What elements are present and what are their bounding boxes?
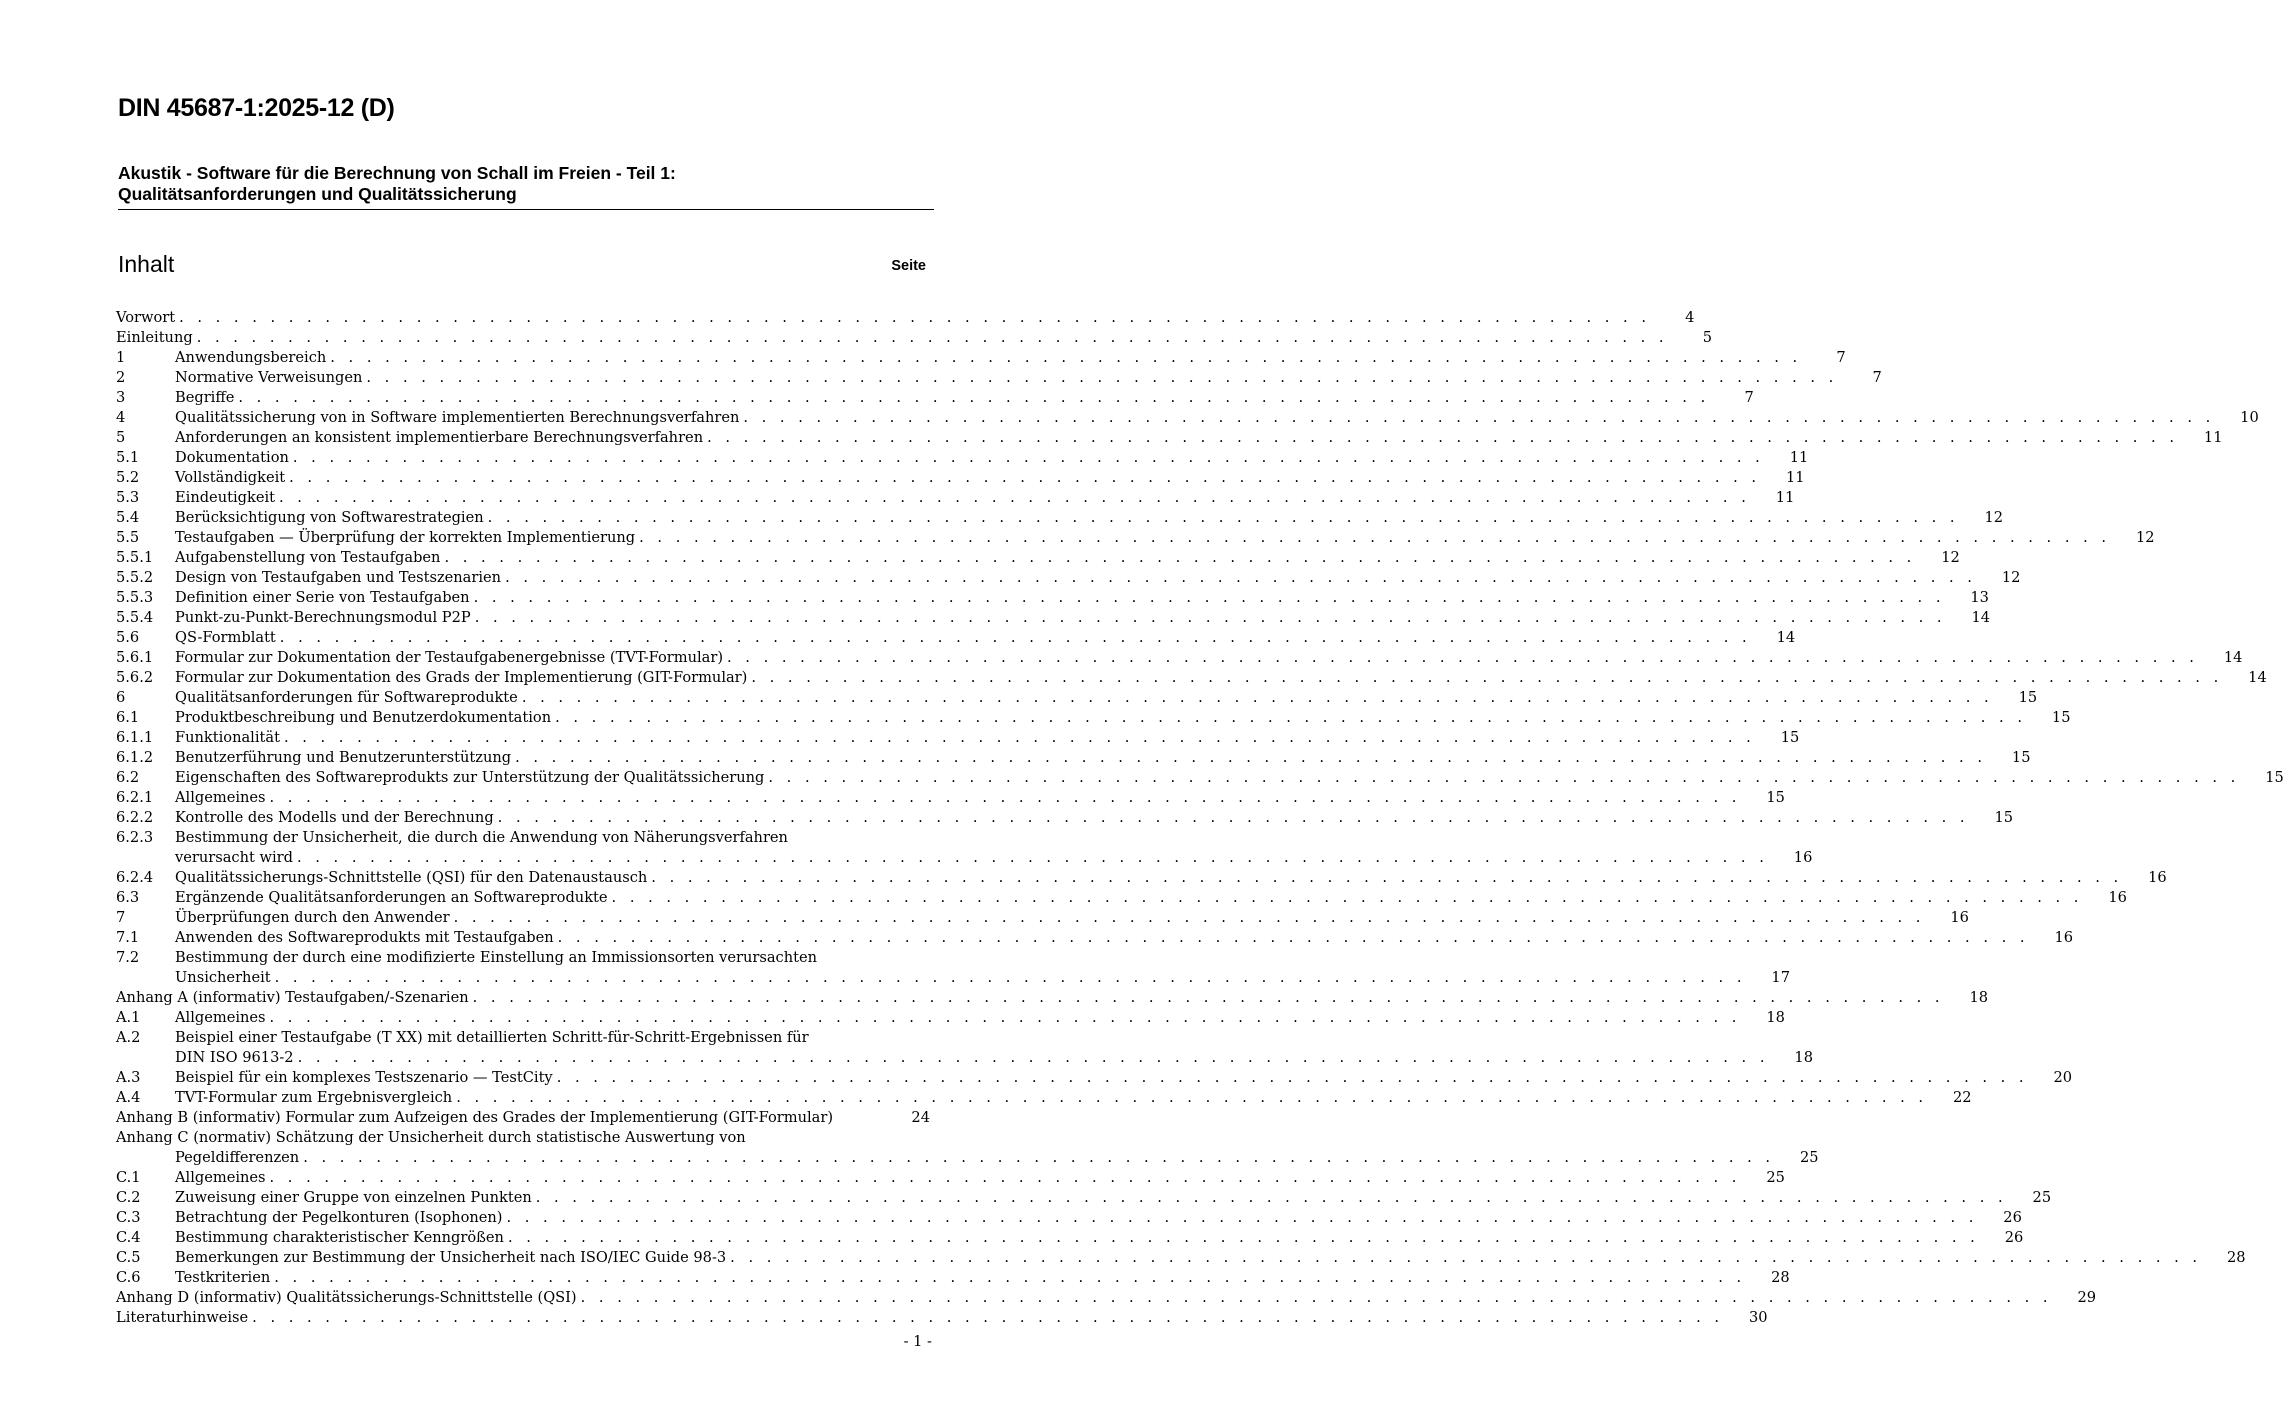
toc-leader-dots: . . . . . . . . . . . . . . . . . . . . . . . . . . . . . . . . . . . . . . . . . . . . . . . . . . . . . . . . . . . . . . . . . . . . . . . . . . . . . . . . . xyxy=(506,1209,1978,1226)
toc-entry-title: Allgemeines xyxy=(175,1169,266,1186)
toc-entry[interactable] xyxy=(116,1028,930,1048)
toc-entry-page: 7 xyxy=(1872,369,1882,386)
toc-leader-dots: . . . . . . . . . . . . . . . . . . . . . . . . . . . . . . . . . . . . . . . . . . . . . . . . . . . . . . . . . . . . . . . . . . . . . . . . . . . . . . . . . xyxy=(487,509,1960,526)
toc-entry-title: Anwendungsbereich xyxy=(175,349,327,366)
toc-leader-dots: . . . . . . . . . . . . . . . . . . . . . . . . . . . . . . . . . . . . . . . . . . . . . . . . . . . . . . . . . . . . . . . . . . . . . . . . . . . . . . . . . xyxy=(179,309,1651,326)
toc-entry[interactable] xyxy=(116,1308,1768,1328)
toc-entry[interactable] xyxy=(116,328,1713,348)
toc-entry-title: Unsicherheit xyxy=(175,969,271,986)
toc-entry[interactable] xyxy=(116,1148,1819,1168)
toc-entry-title: Qualitätssicherungs-Schnittstelle (QSI) für den Datenaustausch xyxy=(175,869,648,886)
title-underline xyxy=(118,209,934,210)
toc-entry-number: A.2 xyxy=(116,1029,141,1046)
toc-leader-dots: . . . . . . . . . . . . . . . . . . . . . . . . . . . . . . . . . . . . . . . . . . . . . . . . . . . . . . . . . . . . . . . . . . . . . . . . . . . . . . . . . xyxy=(196,329,1669,346)
toc-entry[interactable] xyxy=(116,448,1809,468)
toc-entry[interactable] xyxy=(116,848,1813,868)
toc-entry[interactable] xyxy=(116,908,1969,928)
toc-entry[interactable] xyxy=(116,828,930,848)
toc-entry-title: Anhang C (normativ) Schätzung der Unsicherheit durch statistische Auswertung von xyxy=(116,1129,746,1146)
toc-entry-title: QS-Formblatt xyxy=(175,629,276,646)
toc-entry[interactable] xyxy=(116,368,1882,388)
toc-entry-page: 20 xyxy=(2053,1069,2073,1086)
toc-entry-title: Pegeldifferenzen xyxy=(175,1149,300,1166)
toc-entry-page: 15 xyxy=(2018,689,2038,706)
toc-leader-dots: . . . . . . . . . . . . . . . . . . . . . . . . . . . . . . . . . . . . . . . . . . . . . . . . . . . . . . . . . . . . . . . . . . . . . . . . . . . . . . . . . xyxy=(269,1169,1741,1186)
toc-entry-title: Qualitätssicherung von in Software implementierten Berechnungsverfahren xyxy=(175,409,740,426)
toc-entry-page: 18 xyxy=(1794,1049,1813,1066)
toc-entry-title: verursacht wird xyxy=(175,849,293,866)
toc-entry-number: 6.1.2 xyxy=(116,749,154,766)
toc-entry-number: 7 xyxy=(116,909,126,926)
toc-entry[interactable] xyxy=(116,488,1795,508)
toc-leader-dots: . . . . . . . . . . . . . . . . . . . . . . . . . . . . . . . . . . . . . . . . . . . . . . . . . . . . . . . . . . . . . . . . . . . . . . . . . . . . . . . . . xyxy=(269,1009,1741,1026)
toc-entry-title: Überprüfungen durch den Anwender xyxy=(175,909,450,926)
toc-leader-dots: . . . . . . . . . . . . . . . . . . . . . . . . . . . . . . . . . . . . . . . . . . . . . . . . . . . . . . . . . . . . . . . . . . . . . . . . . . . . . . . . . xyxy=(279,629,1752,646)
toc-entry[interactable] xyxy=(116,1068,2073,1088)
toc-entry-number: 6.2 xyxy=(116,769,140,786)
toc-entry[interactable] xyxy=(116,788,1785,808)
toc-entry-page: 28 xyxy=(2226,1249,2246,1266)
toc-leader-dots: . . . . . . . . . . . . . . . . . . . . . . . . . . . . . . . . . . . . . . . . . . . . . . . . . . . . . . . . . . . . . . . . . . . . . . . . . . . . . . . . . xyxy=(444,549,1916,566)
toc-entry[interactable] xyxy=(116,548,1960,568)
toc-entry[interactable] xyxy=(116,1108,930,1128)
toc-leader-dots: . . . . . . . . . . . . . . . . . . . . . . . . . . . . . . . . . . . . . . . . . . . . . . . . . . . . . . . . . . . . . . . . . . . . . . . . . . . . . . . . . xyxy=(297,1049,1769,1066)
toc-entry-page: 5 xyxy=(1702,329,1713,346)
toc-entry[interactable] xyxy=(116,608,1991,628)
toc-entry-page: 16 xyxy=(2148,869,2167,886)
toc-entry-page: 13 xyxy=(1970,589,1989,606)
toc-entry-page: 16 xyxy=(2054,929,2074,946)
toc-entry-page: 11 xyxy=(1785,469,1805,486)
toc-entry-number: 5.6.2 xyxy=(116,669,154,686)
toc-entry-page: 22 xyxy=(1952,1089,1972,1106)
toc-entry-page: 24 xyxy=(911,1109,930,1126)
toc-entry[interactable] xyxy=(116,1128,930,1148)
toc-entry-number: 5.5.2 xyxy=(116,569,154,586)
toc-leader-dots: . . . . . . . . . . . . . . . . . . . . . . . . . . . . . . . . . . . . . . . . . . . . . . . . . . . . . . . . . . . . . . . . . . . . . . . . . . . . . . . . . xyxy=(296,849,1769,866)
toc-entry-page: 14 xyxy=(2223,649,2243,666)
toc-entry[interactable] xyxy=(116,388,1754,408)
toc-entry-number: C.1 xyxy=(116,1169,141,1186)
toc-entry-page: 15 xyxy=(1766,789,1785,806)
toc-entry-number: A.4 xyxy=(116,1089,141,1106)
toc-entry[interactable] xyxy=(116,1188,2052,1208)
toc-leader-dots: . . . . . . . . . . . . . . . . . . . . . . . . . . . . . . . . . . . . . . . . . . . . . . . . . . . . . . . . . . . . . . . . . . . . . . . . . . . . . . . . . xyxy=(727,649,2199,666)
toc-entry[interactable] xyxy=(116,588,1989,608)
toc-leader-dots: . . . . . . . . . . . . . . . . . . . . . . . . . . . . . . . . . . . . . . . . . . . . . . . . . . . . . . . . . . . . . . . . . . . . . . . . . . . . . . . . . xyxy=(743,409,2215,426)
toc-entry-number: 4 xyxy=(116,409,126,426)
toc-entry-title: Funktionalität xyxy=(175,729,280,746)
toc-leader-dots: . . . . . . . . . . . . . . . . . . . . . . . . . . . . . . . . . . . . . . . . . . . . . . . . . . . . . . . . . . . . . . . . . . . . . . . . . . . . . . . . . xyxy=(252,1309,1724,1326)
toc-entry-page: 7 xyxy=(1744,389,1754,406)
toc-leader-dots: . . . . . . . . . . . . . . . . . . . . . . . . . . . . . . . . . . . . . . . . . . . . . . . . . . . . . . . . . . . . . . . . . . . . . . . . . . . . . . . . . xyxy=(269,789,1741,806)
toc-entry-number: 5.1 xyxy=(116,449,140,466)
toc-entry-title: Aufgabenstellung von Testaufgaben xyxy=(175,549,441,566)
toc-leader-dots: . . . . . . . . . . . . . . . . . . . . . . . . . . . . . . . . . . . . . . . . . . . . . . . . . . . . . . . . . . . . . . . . . . . . . . . . . . . . . . . . . xyxy=(707,429,2179,446)
toc-entry-page: 26 xyxy=(2004,1229,2024,1246)
toc-leader-dots: . . . . . . . . . . . . . . . . . . . . . . . . . . . . . . . . . . . . . . . . . . . . . . . . . . . . . . . . . . . . . . . . . . . . . . . . . . . . . . . . . xyxy=(535,1189,2008,1206)
toc-entry-title: Definition einer Serie von Testaufgaben xyxy=(175,589,470,606)
toc-heading: Inhalt xyxy=(118,251,175,277)
toc-entry-number: C.3 xyxy=(116,1209,141,1226)
toc-entry[interactable] xyxy=(116,1088,1972,1108)
toc-entry-title: Benutzerführung und Benutzerunterstützung xyxy=(175,749,512,766)
toc-entry-page: 14 xyxy=(1776,629,1796,646)
toc-entry-title: Betrachtung der Pegelkonturen (Isophonen) xyxy=(175,1209,503,1226)
toc-entry[interactable] xyxy=(116,628,1796,648)
table-of-contents xyxy=(116,308,2284,1328)
toc-entry[interactable] xyxy=(116,1048,1813,1068)
toc-leader-dots: . . . . . . . . . . . . . . . . . . . . . . . . . . . . . . . . . . . . . . . . . . . . . . . . . . . . . . . . . . . . . . . . . . . . . . . . . . . . . . . . . xyxy=(366,369,1838,386)
toc-leader-dots: . . . . . . . . . . . . . . . . . . . . . . . . . . . . . . . . . . . . . . . . . . . . . . . . . . . . . . . . . . . . . . . . . . . . . . . . . . . . . . . . . xyxy=(555,709,2027,726)
toc-entry-number: 5.4 xyxy=(116,509,140,526)
toc-entry[interactable] xyxy=(116,1208,2022,1228)
toc-leader-dots: . . . . . . . . . . . . . . . . . . . . . . . . . . . . . . . . . . . . . . . . . . . . . . . . . . . . . . . . . . . . . . . . . . . . . . . . . . . . . . . . . xyxy=(639,529,2111,546)
toc-entry[interactable] xyxy=(116,1268,1790,1288)
toc-entry[interactable] xyxy=(116,308,1695,328)
toc-leader-dots: . . . . . . . . . . . . . . . . . . . . . . . . . . . . . . . . . . . . . . . . . . . . . . . . . . . . . . . . . . . . . . . . . . . . . . . . . . . . . . . . . xyxy=(580,1289,2053,1306)
toc-entry[interactable] xyxy=(116,1228,2024,1248)
toc-leader-dots: . . . . . . . . . . . . . . . . . . . . . . . . . . . . . . . . . . . . . . . . . . . . . . . . . . . . . . . . . . . . . . . . . . . . . . . . . . . . . . . . . xyxy=(303,1149,1775,1166)
toc-entry-page: 29 xyxy=(2077,1289,2097,1306)
toc-entry-number: 6 xyxy=(116,689,126,706)
toc-leader-dots: . . . . . . . . . . . . . . . . . . . . . . . . . . . . . . . . . . . . . . . . . . . . . . . . . . . . . . . . . . . . . . . . . . . . . . . . . . . . . . . . . xyxy=(238,389,1710,406)
toc-entry-number: 5.3 xyxy=(116,489,140,506)
toc-entry-number: 2 xyxy=(116,369,126,386)
toc-entry-title: DIN ISO 9613-2 xyxy=(175,1049,294,1066)
toc-entry-title: Eindeutigkeit xyxy=(175,489,275,506)
toc-entry-page: 7 xyxy=(1836,349,1846,366)
toc-leader-dots: . . . . . . . . . . . . . . . . . . . . . . . . . . . . . . . . . . . . . . . . . . . . . . . . . . . . . . . . . . . . . . . . . . . . . . . . . . . . . . . . . xyxy=(456,1089,1928,1106)
toc-entry-title: Bestimmung der durch eine modifizierte Einstellung an Immissionsorten verursachten xyxy=(175,949,818,966)
toc-entry-title: TVT-Formular zum Ergebnisvergleich xyxy=(175,1089,453,1106)
toc-entry[interactable] xyxy=(116,888,2127,908)
toc-entry-page: 25 xyxy=(1800,1149,1819,1166)
toc-entry-title: Formular zur Dokumentation der Testaufgabenergebnisse (TVT-Formular) xyxy=(175,649,724,666)
toc-entry-number: 5.6 xyxy=(116,629,140,646)
toc-entry-page: 12 xyxy=(2001,569,2021,586)
toc-entry[interactable] xyxy=(116,668,2267,688)
toc-entry[interactable] xyxy=(116,868,2167,888)
toc-entry-title: Vorwort xyxy=(116,309,176,326)
toc-entry-number: 5.6.1 xyxy=(116,649,154,666)
page-column-label: Seite xyxy=(891,258,926,274)
toc-entry[interactable] xyxy=(116,748,2031,768)
toc-entry-title: Normative Verweisungen xyxy=(175,369,363,386)
toc-leader-dots: . . . . . . . . . . . . . . . . . . . . . . . . . . . . . . . . . . . . . . . . . . . . . . . . . . . . . . . . . . . . . . . . . . . . . . . . . . . . . . . . . xyxy=(557,929,2030,946)
toc-entry-title: Bestimmung charakteristischer Kenngrößen xyxy=(175,1229,504,1246)
toc-leader-dots: . . . . . . . . . . . . . . . . . . . . . . . . . . . . . . . . . . . . . . . . . . . . . . . . . . . . . . . . . . . . . . . . . . . . . . . . . . . . . . . . . xyxy=(730,1249,2202,1266)
toc-entry-page: 15 xyxy=(2051,709,2071,726)
toc-leader-dots: . . . . . . . . . . . . . . . . . . . . . . . . . . . . . . . . . . . . . . . . . . . . . . . . . . . . . . . . . . . . . . . . . . . . . . . . . . . . . . . . . xyxy=(751,669,2223,686)
toc-entry-number: 6.2.3 xyxy=(116,829,154,846)
toc-entry-page: 18 xyxy=(1969,989,1989,1006)
toc-entry-page: 10 xyxy=(2240,409,2259,426)
toc-leader-dots: . . . . . . . . . . . . . . . . . . . . . . . . . . . . . . . . . . . . . . . . . . . . . . . . . . . . . . . . . . . . . . . . . . . . . . . . . . . . . . . . . xyxy=(274,1269,1746,1286)
toc-entry-page: 18 xyxy=(1766,1009,1785,1026)
toc-entry-page: 4 xyxy=(1685,309,1695,326)
toc-leader-dots: . . . . . . . . . . . . . . . . . . . . . . . . . . . . . . . . . . . . . . . . . . . . . . . . . . . . . . . . . . . . . . . . . . . . . . . . . . . . . . . . . xyxy=(556,1069,2029,1086)
toc-leader-dots: . . . . . . . . . . . . . . . . . . . . . . . . . . . . . . . . . . . . . . . . . . . . . . . . . . . . . . . . . . . . . . . . . . . . . . . . . . . . . . . . . xyxy=(274,969,1746,986)
toc-entry-number: 6.2.1 xyxy=(116,789,154,806)
toc-entry-title: Berücksichtigung von Softwarestrategien xyxy=(175,509,484,526)
toc-entry-title: Testkriterien xyxy=(175,1269,271,1286)
toc-entry-number: 6.2.2 xyxy=(116,809,154,826)
toc-entry-page: 11 xyxy=(1775,489,1795,506)
toc-entry-number: 6.1 xyxy=(116,709,140,726)
toc-entry[interactable] xyxy=(116,948,930,968)
toc-entry-number: 5.5.4 xyxy=(116,609,154,626)
toc-entry[interactable] xyxy=(116,928,2074,948)
toc-entry-title: Ergänzende Qualitätsanforderungen an Softwareprodukte xyxy=(175,889,608,906)
toc-entry[interactable] xyxy=(116,348,1846,368)
document-id: DIN 45687-1:2025-12 (D) xyxy=(118,94,395,122)
toc-entry-number: 7.2 xyxy=(116,949,140,966)
toc-entry[interactable] xyxy=(116,968,1790,988)
toc-entry[interactable] xyxy=(116,1168,1785,1188)
toc-entry-number: 5.5 xyxy=(116,529,140,546)
toc-entry-number: 5.2 xyxy=(116,469,140,486)
toc-entry-title: Bemerkungen zur Bestimmung der Unsicherheit nach ISO/IEC Guide 98-3 xyxy=(175,1249,727,1266)
toc-entry[interactable] xyxy=(116,988,1989,1008)
toc-entry-title: Design von Testaufgaben und Testszenarien xyxy=(175,569,502,586)
toc-leader-dots: . . . . . . . . . . . . . . . . . . . . . . . . . . . . . . . . . . . . . . . . . . . . . . . . . . . . . . . . . . . . . . . . . . . . . . . . . . . . . . . . . xyxy=(473,589,1945,606)
toc-entry[interactable] xyxy=(116,1008,1785,1028)
toc-entry-title: Formular zur Dokumentation des Grads der Implementierung (GIT-Formular) xyxy=(175,669,748,686)
toc-entry-title: Anhang D (informativ) Qualitätssicherungs-Schnittstelle (QSI) xyxy=(116,1289,577,1306)
toc-entry[interactable] xyxy=(116,428,2223,448)
toc-entry[interactable] xyxy=(116,728,1800,748)
toc-entry[interactable] xyxy=(116,808,2014,828)
toc-entry-number: 6.1.1 xyxy=(116,729,154,746)
toc-entry-title: Qualitätsanforderungen für Softwareprodukte xyxy=(175,689,518,706)
page-number: - 1 - xyxy=(903,1333,932,1350)
toc-entry-number: A.3 xyxy=(116,1069,141,1086)
toc-leader-dots: . . . . . . . . . . . . . . . . . . . . . . . . . . . . . . . . . . . . . . . . . . . . . . . . . . . . . . . . . . . . . . . . . . . . . . . . . . . . . . . . . xyxy=(278,489,1751,506)
toc-entry-title: Vollständigkeit xyxy=(175,469,286,486)
toc-entry-number: C.5 xyxy=(116,1249,141,1266)
toc-entry-number: 6.3 xyxy=(116,889,140,906)
title-line-1: Akustik - Software für die Berechnung von Schall im Freien - Teil 1: xyxy=(118,163,676,183)
toc-entry-page: 15 xyxy=(1994,809,2014,826)
toc-leader-dots: . . . . . . . . . . . . . . . . . . . . . . . . . . . . . . . . . . . . . . . . . . . . . . . . . . . . . . . . . . . . . . . . . . . . . . . . . . . . . . . . . xyxy=(292,449,1765,466)
toc-entry-page: 14 xyxy=(1971,609,1991,626)
toc-entry-number: 6.2.4 xyxy=(116,869,154,886)
toc-leader-dots: . . . . . . . . . . . . . . . . . . . . . . . . . . . . . . . . . . . . . . . . . . . . . . . . . . . . . . . . . . . . . . . . . . . . . . . . . . . . . . . . . xyxy=(515,749,1987,766)
toc-leader-dots: . . . . . . . . . . . . . . . . . . . . . . . . . . . . . . . . . . . . . . . . . . . . . . . . . . . . . . . . . . . . . . . . . . . . . . . . . . . . . . . . . xyxy=(611,889,2083,906)
toc-entry-number: 1 xyxy=(116,349,126,366)
toc-entry-page: 28 xyxy=(1771,1269,1790,1286)
toc-entry-title: Kontrolle des Modells und der Berechnung xyxy=(175,809,494,826)
toc-leader-dots: . . . . . . . . . . . . . . . . . . . . . . . . . . . . . . . . . . . . . . . . . . . . . . . . . . . . . . . . . . . . . . . . . . . . . . . . . . . . . . . . . xyxy=(505,569,1977,586)
toc-entry-title: Anhang B (informativ) Formular zum Aufzeigen des Grades der Implementierung (GIT-Formular) xyxy=(116,1109,834,1126)
toc-entry-number: C.2 xyxy=(116,1189,141,1206)
toc-entry-page: 16 xyxy=(1950,909,1969,926)
toc-entry-page: 11 xyxy=(1789,449,1809,466)
toc-entry-number: 7.1 xyxy=(116,929,140,946)
document-title xyxy=(118,163,934,205)
toc-leader-dots: . . . . . . . . . . . . . . . . . . . . . . . . . . . . . . . . . . . . . . . . . . . . . . . . . . . . . . . . . . . . . . . . . . . . . . . . . . . . . . . . . xyxy=(283,729,1756,746)
toc-entry-number: C.4 xyxy=(116,1229,141,1246)
toc-entry[interactable] xyxy=(116,1288,2097,1308)
title-line-2: Qualitätsanforderungen und Qualitätssicherung xyxy=(118,184,517,204)
toc-entry[interactable] xyxy=(116,688,2038,708)
toc-entry-title: Testaufgaben — Überprüfung der korrekten Implementierung xyxy=(175,529,636,546)
toc-entry[interactable] xyxy=(116,528,2155,548)
toc-entry-page: 12 xyxy=(1984,509,2004,526)
toc-entry[interactable] xyxy=(116,648,2243,668)
toc-entry-number: 3 xyxy=(116,389,126,406)
toc-entry-page: 12 xyxy=(2135,529,2155,546)
toc-entry-title: Produktbeschreibung und Benutzerdokumentation xyxy=(175,709,552,726)
toc-leader-dots: . . . . . . . . . . . . . . . . . . . . . . . . . . . . . . . . . . . . . . . . . . . . . . . . . . . . . . . . . . . . . . . . . . . . . . . . . . . . . . . . . xyxy=(474,609,1947,626)
toc-entry-number: C.6 xyxy=(116,1269,141,1286)
toc-entry-page: 16 xyxy=(2108,889,2127,906)
toc-entry-title: Allgemeines xyxy=(175,1009,266,1026)
toc-entry-page: 12 xyxy=(1941,549,1960,566)
toc-entry-title: Allgemeines xyxy=(175,789,266,806)
toc-entry-page: 17 xyxy=(1771,969,1790,986)
toc-entry[interactable] xyxy=(116,568,2021,588)
toc-entry[interactable] xyxy=(116,708,2071,728)
toc-entry-title: Dokumentation xyxy=(175,449,289,466)
toc-entry-page: 15 xyxy=(2011,749,2031,766)
toc-entry-title: Eigenschaften des Softwareprodukts zur Unterstützung der Qualitätssicherung xyxy=(175,769,765,786)
toc-entry[interactable] xyxy=(116,1248,2246,1268)
toc-entry[interactable] xyxy=(116,468,1805,488)
toc-leader-dots: . . . . . . . . . . . . . . . . . . . . . . . . . . . . . . . . . . . . . . . . . . . . . . . . . . . . . . . . . . . . . . . . . . . . . . . . . . . . . . . . . xyxy=(453,909,1925,926)
toc-leader-dots: . . . . . . . . . . . . . . . . . . . . . . . . . . . . . . . . . . . . . . . . . . . . . . . . . . . . . . . . . . . . . . . . . . . . . . . . . . . . . . . . . xyxy=(768,769,2240,786)
toc-leader-dots: . . . . . . . . . . . . . . . . . . . . . . . . . . . . . . . . . . . . . . . . . . . . . . . . . . . . . . . . . . . . . . . . . . . . . . . . . . . . . . . . . xyxy=(507,1229,1980,1246)
toc-leader-dots: . . . . . . . . . . . . . . . . . . . . . . . . . . . . . . . . . . . . . . . . . . . . . . . . . . . . . . . . . . . . . . . . . . . . . . . . . . . . . . . . . xyxy=(521,689,1994,706)
toc-entry[interactable] xyxy=(116,768,2284,788)
toc-entry-page: 25 xyxy=(2032,1189,2052,1206)
toc-entry-number: A.1 xyxy=(116,1009,141,1026)
toc-entry-title: Anhang A (informativ) Testaufgaben/-Szenarien xyxy=(116,989,469,1006)
toc-leader-dots: . . . . . . . . . . . . . . . . . . . . . . . . . . . . . . . . . . . . . . . . . . . . . . . . . . . . . . . . . . . . . . . . . . . . . . . . . . . . . . . . . xyxy=(289,469,1761,486)
toc-entry-title: Literaturhinweise xyxy=(116,1309,249,1326)
toc-entry-page: 26 xyxy=(2003,1209,2022,1226)
toc-entry-title: Anforderungen an konsistent implementierbare Berechnungsverfahren xyxy=(175,429,704,446)
toc-entry-page: 30 xyxy=(1748,1309,1768,1326)
toc-entry-title: Zuweisung einer Gruppe von einzelnen Punkten xyxy=(175,1189,532,1206)
toc-leader-dots: . . . . . . . . . . . . . . . . . . . . . . . . . . . . . . . . . . . . . . . . . . . . . . . . . . . . . . . . . . . . . . . . . . . . . . . . . . . . . . . . . xyxy=(330,349,1802,366)
toc-entry-page: 14 xyxy=(2248,669,2267,686)
toc-leader-dots: . . . . . . . . . . . . . . . . . . . . . . . . . . . . . . . . . . . . . . . . . . . . . . . . . . . . . . . . . . . . . . . . . . . . . . . . . . . . . . . . . xyxy=(472,989,1945,1006)
toc-entry-page: 25 xyxy=(1766,1169,1785,1186)
toc-entry-title: Bestimmung der Unsicherheit, die durch die Anwendung von Näherungsverfahren xyxy=(175,829,788,846)
toc-entry-page: 15 xyxy=(1780,729,1800,746)
toc-entry[interactable] xyxy=(116,508,2004,528)
toc-leader-dots: . . . . . . . . . . . . . . . . . . . . . . . . . . . . . . . . . . . . . . . . . . . . . . . . . . . . . . . . . . . . . . . . . . . . . . . . . . . . . . . . . xyxy=(497,809,1970,826)
toc-entry-page: 15 xyxy=(2265,769,2284,786)
toc-entry-number: 5.5.1 xyxy=(116,549,154,566)
toc-entry-title: Punkt-zu-Punkt-Berechnungsmodul P2P xyxy=(175,609,471,626)
toc-entry-title: Begriffe xyxy=(175,389,235,406)
toc-leader-dots: . . . . . . . . . . . . . . . . . . . . . . . . . . . . . . . . . . . . . . . . . . . . . . . . . . . . . . . . . . . . . . . . . . . . . . . . . . . . . . . . . xyxy=(651,869,2123,886)
toc-entry-title: Beispiel für ein komplexes Testszenario — TestCity xyxy=(175,1069,553,1086)
toc-entry[interactable] xyxy=(116,408,2259,428)
toc-entry-number: 5 xyxy=(116,429,126,446)
toc-entry-title: Beispiel einer Testaufgabe (T XX) mit detaillierten Schritt-für-Schritt-Ergebnissen für xyxy=(175,1029,809,1046)
toc-entry-number: 5.5.3 xyxy=(116,589,154,606)
toc-entry-page: 16 xyxy=(1793,849,1813,866)
toc-entry-title: Einleitung xyxy=(116,329,193,346)
toc-entry-page: 11 xyxy=(2203,429,2223,446)
toc-entry-title: Anwenden des Softwareprodukts mit Testaufgaben xyxy=(175,929,554,946)
